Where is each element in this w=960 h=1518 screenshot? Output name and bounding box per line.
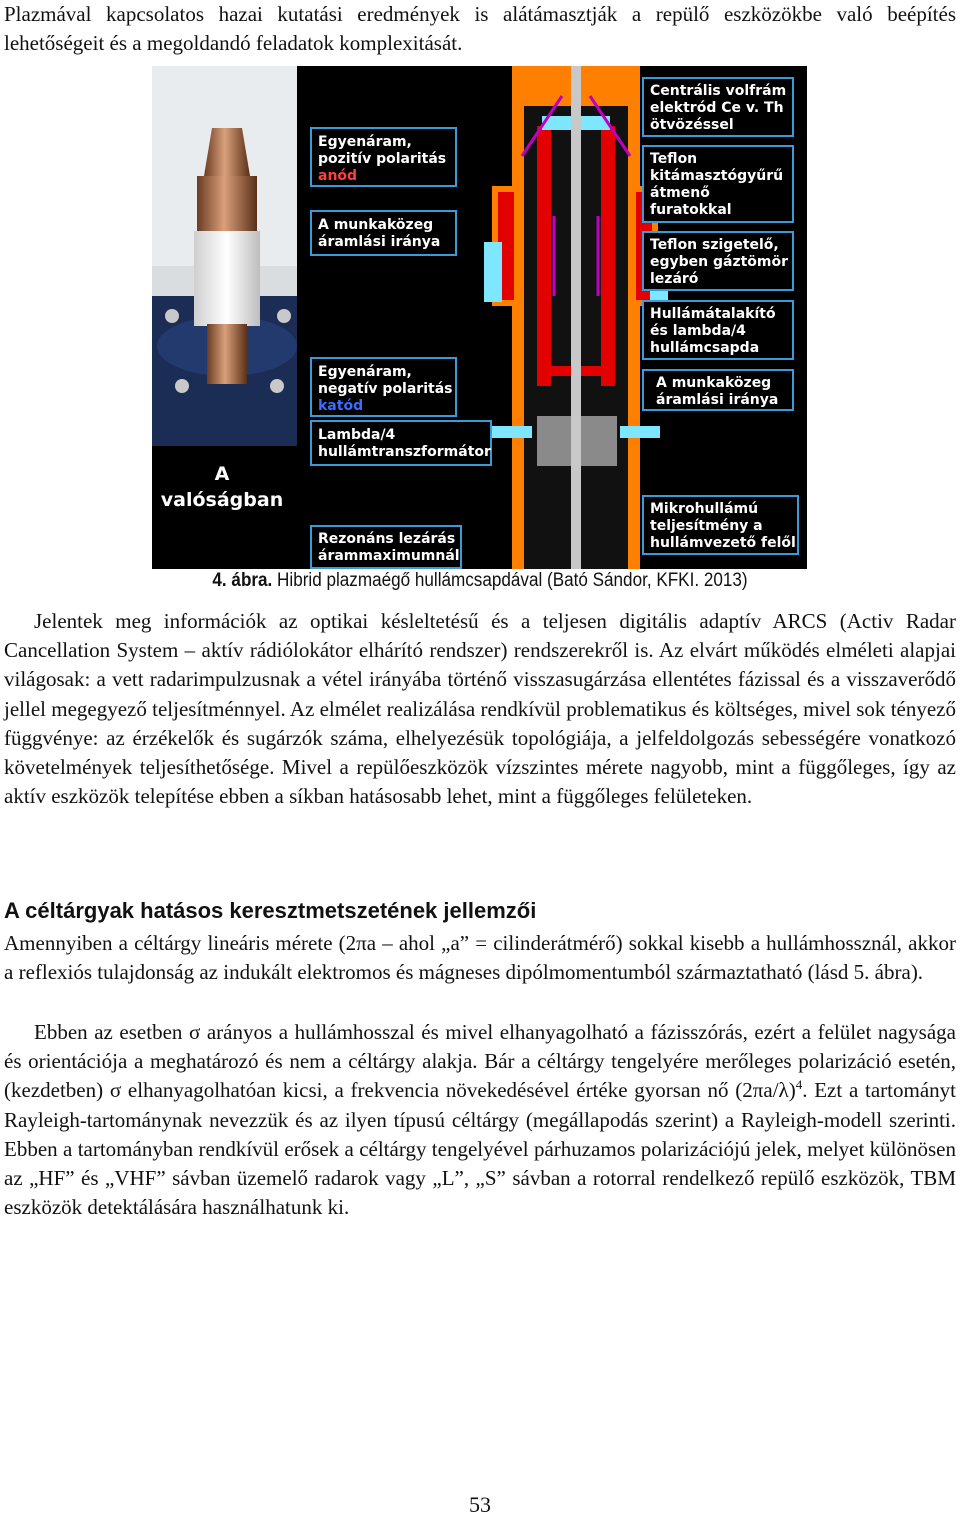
label-microwave-2: teljesítmény a: [650, 518, 763, 534]
label-flow-right-1: A munkaközeg: [656, 375, 772, 391]
section-heading: A céltárgyak hatásos keresztmetszetének jellemzői: [4, 898, 537, 923]
label-resonant-2: árammaximumnál: [318, 548, 460, 564]
label-lambda-2: hullámtranszformátor: [318, 444, 491, 460]
caption-text: Hibrid plazmaégő hullámcsapdával (Bató Sándor, KFKI. 2013): [272, 570, 748, 591]
caption-number: 4. ábra.: [212, 570, 273, 591]
label-cathode-1: Egyenáram,: [318, 364, 412, 380]
label-teflon-ring-1: Teflon: [650, 151, 698, 167]
label-converter-2: és lambda/4: [650, 323, 746, 339]
label-teflon-ring-2: kitámasztógyűrű: [650, 168, 784, 184]
label-teflon-insulator-2: egyben gáztömör: [650, 254, 789, 270]
label-teflon-insulator-3: lezáró: [650, 271, 699, 287]
label-microwave-1: Mikrohullámú: [650, 501, 759, 517]
label-teflon-insulator-1: Teflon szigetelő,: [650, 237, 779, 253]
label-cathode-3: katód: [318, 398, 364, 414]
label-resonant-1: Rezonáns lezárás: [318, 531, 456, 547]
paragraph-rayleigh-part2: . Ezt a tartományt Rayleigh-tartománynak nevezzük és az ilyen típusú céltárgy (megállapodás szerint) a Rayleigh-modell szerinti. Ebben a tartományban rendkívül erősek a céltárgy tengelyével párhuzamos polarizációjú jelek, melyet különösen az „HF” és „VHF” sávban üzemelő radarok vagy „L”, „S” sávban a rotorral rendelkező repülő eszközök, TBM eszközök detektálására használhatunk ki.: [4, 1078, 957, 1220]
figure-caption: [48, 570, 912, 592]
label-electrode-1: Centrális volfrám: [650, 83, 787, 99]
figure-plasma-torch: [152, 66, 807, 569]
photo-label-2: valóságban: [160, 489, 284, 511]
label-anode-1: Egyenáram,: [318, 134, 412, 150]
schematic: [484, 66, 668, 569]
paragraph-arcs: Jelentek meg információk az optikai késleltetésű és a teljesen digitális adaptív ARCS (Activ Radar Cancellation System – aktív rádiólokátor elhárító rendszer) rendszerekről is. Az elvárt működés elméleti alapjai világosak: a vett radarimpulzusnak a vétel irányába történő visszasugárzása ellentétes fázissal és a visszaverődő jellel megegyező teljesítménnyel. Az elmélet realizálása rendkívül problematikus és költséges, mivel sok tényező függvénye: az érzékelők és sugárzók száma, elhelyezésük topológiája, a jelfeldolgozás sebességére vonatkozó követelmények teljesíthetősége. Mivel a repülőeszközök vízszintes mérete nagyobb, mint a függőleges, így az aktív eszközök telepítése ebben a síkban hatásosabb lehet, mint a függőleges felületeken.: [4, 609, 956, 809]
intro-paragraph: Plazmával kapcsolatos hazai kutatási eredmények is alátámasztják a repülő eszközökbe való beépítés lehetőségeit és a megoldandó feladatok komplexitását.: [4, 2, 956, 56]
left-labels: [311, 128, 491, 568]
label-teflon-ring-3: átmenő: [650, 185, 710, 201]
label-anode-2: pozitív polaritás: [318, 151, 447, 167]
label-teflon-ring-4: furatokkal: [650, 202, 732, 218]
label-lambda-1: Lambda/4: [318, 427, 396, 443]
label-flow-right-2: áramlási iránya: [656, 392, 779, 408]
page-number: 53: [469, 1492, 491, 1517]
paragraph-rayleigh-intro: Amennyiben a céltárgy lineáris mérete (2πa – ahol „a” = cilinderátmérő) sokkal kisebb a hullámhossznál, akkor a reflexiós tulajdonság az indukált elektromos és mágneses dipólmomentumból származtatható (lásd 5. ábra).: [4, 931, 956, 985]
label-flow-1: A munkaközeg: [318, 217, 434, 233]
paragraph-rayleigh-part1: Ebben az esetben σ arányos a hullámhosszal és mivel elhanyagolható a fázisszórás, ezért a felület nagysága és orientációja a meghatározó és nem a céltárgy alakja. Bár a céltárgy tengelyére merőleges polarizáció esetén, (kezdetben) σ elhanyagolhatóan kicsi, a frekvencia növekedésével értéke gyorsan nő (2πa/λ): [4, 1020, 956, 1103]
label-electrode-2: elektród Ce v. Th: [650, 100, 784, 116]
right-labels: [643, 78, 798, 554]
label-flow-2: áramlási iránya: [318, 234, 441, 250]
photo-label-1: A: [214, 463, 230, 485]
label-electrode-3: ötvözéssel: [650, 117, 734, 133]
label-anode-3: anód: [318, 168, 358, 184]
label-cathode-2: negatív polaritás: [318, 381, 453, 397]
paragraph-rayleigh: [4, 1018, 956, 1222]
exponent: 4: [795, 1077, 803, 1093]
label-converter-1: Hullámátalakító: [650, 306, 776, 322]
label-microwave-3: hullámvezető felől: [650, 535, 796, 551]
label-converter-3: hullámcsapda: [650, 340, 760, 356]
